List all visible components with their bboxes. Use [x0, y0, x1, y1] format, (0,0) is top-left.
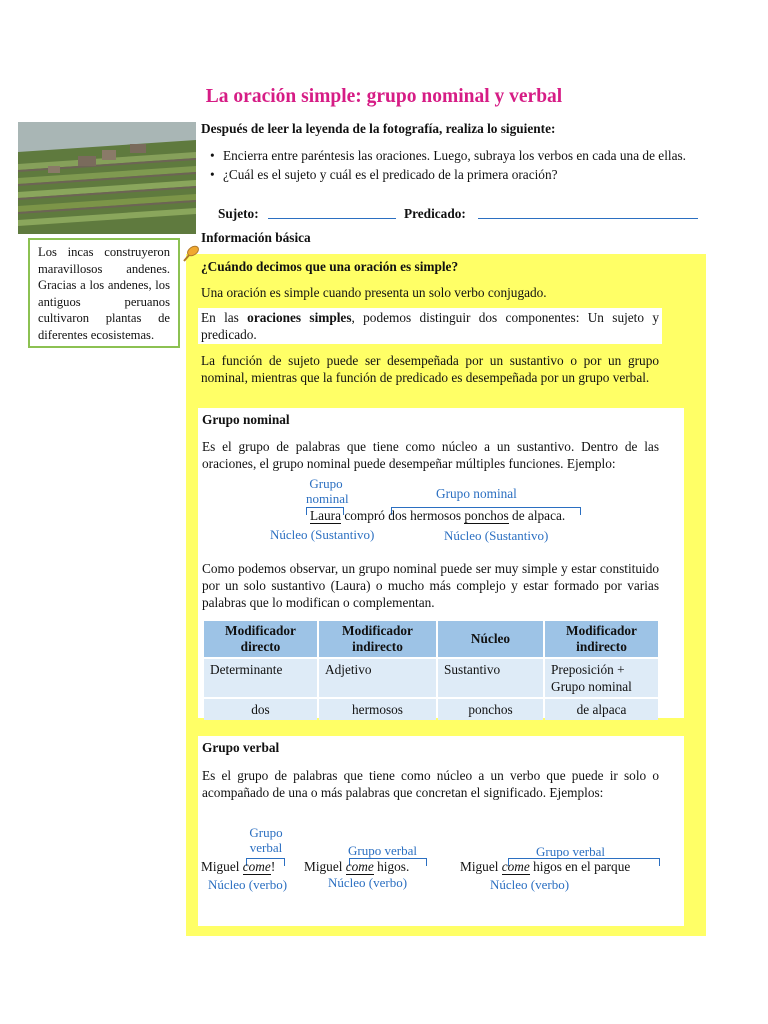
bullet-icon: •	[210, 167, 215, 182]
grupo-verbal-label: Grupo verbal	[249, 825, 283, 855]
sujeto-answer-line[interactable]	[268, 218, 396, 219]
bullet-icon: •	[210, 148, 215, 163]
table-row: dos hermosos ponchos de alpaca	[204, 699, 658, 720]
bullet-text: Encierra entre paréntesis las oraciones. Luego, subraya los verbos en cada una de ellas.	[223, 148, 686, 163]
info-question: ¿Cuándo decimos que una oración es simple?	[201, 259, 459, 274]
info-paragraph: Una oración es simple cuando presenta un solo verbo conjugado.	[201, 285, 547, 300]
example-sentence: Miguel come higos.	[304, 859, 410, 874]
bullet-text: ¿Cuál es el sujeto y cuál es el predicado de la primera oración?	[223, 167, 558, 182]
page-title: La oración simple: grupo nominal y verbal	[205, 86, 563, 107]
grupo-verbal-section	[198, 736, 684, 926]
table-row: Determinante Adjetivo Sustantivo Preposición + Grupo nominal	[204, 659, 658, 697]
nucleo-label: Núcleo (verbo)	[208, 877, 288, 892]
example-sentence: Laura compró dos hermosos ponchos de alpaca.	[310, 508, 566, 523]
section-heading: Grupo nominal	[202, 412, 290, 427]
predicado-label: Predicado:	[404, 206, 466, 221]
info-paragraph: En las oraciones simples, podemos distinguir dos componentes: Un sujeto y predicado.	[198, 308, 662, 344]
sujeto-label: Sujeto:	[218, 206, 259, 221]
predicado-answer-line[interactable]	[478, 218, 698, 219]
pushpin-icon	[180, 243, 202, 265]
example-sentence: Miguel come!	[201, 859, 276, 874]
info-title: Información básica	[201, 230, 311, 245]
andenes-terraces-photo	[18, 122, 196, 234]
nucleo-label: Núcleo (verbo)	[328, 875, 408, 890]
emphasis: oraciones simples	[247, 310, 352, 325]
grupo-verbal-label: Grupo verbal	[536, 844, 605, 859]
section-paragraph: Como podemos observar, un grupo nominal puede ser muy simple y estar constituido por un solo sustantivo (Laura) o mucho más complejo y estar formado por varias palabras que lo modifican o complementan.	[202, 561, 659, 610]
info-paragraph: La función de sujeto puede ser desempeñada por un sustantivo o por un grupo nominal, mientras que la función de predicado es desempeñada por un grupo verbal.	[201, 353, 659, 385]
section-heading: Grupo verbal	[202, 740, 280, 755]
grupo-nominal-label: Grupo nominal	[306, 476, 349, 506]
list-item	[205, 166, 701, 183]
list-item	[205, 147, 701, 164]
grupo-nominal-label-2: Grupo nominal	[436, 486, 517, 501]
section-paragraph: Es el grupo de palabras que tiene como núcleo a un sustantivo. Dentro de las oraciones, el grupo nominal puede desempeñar múltiples funciones. Ejemplo:	[202, 439, 659, 471]
section-paragraph: Es el grupo de palabras que tiene como núcleo a un verbo que puede ir solo o acompañado de una o más palabras que concretan el significado. Ejemplos:	[202, 768, 659, 800]
instructions-lead: Después de leer la leyenda de la fotografía, realiza lo siguiente:	[201, 121, 556, 136]
nucleo-label: Núcleo (verbo)	[490, 877, 570, 892]
grupo-verbal-label: Grupo verbal	[348, 843, 417, 858]
photo-caption: Los incas construyeron maravillosos andenes. Gracias a los andenes, los antiguos peruanos cultivaron plantas de diferentes ecosistemas.	[28, 238, 180, 348]
grupo-nominal-table	[202, 619, 660, 722]
grupo-nominal-section	[198, 408, 684, 718]
instructions	[201, 120, 701, 185]
example-sentence: Miguel come higos en el parque	[460, 859, 631, 874]
nucleo-label: Núcleo (Sustantivo)	[444, 528, 549, 543]
nucleo-label: Núcleo (Sustantivo)	[270, 527, 375, 542]
table-header-row: Modificador directo Modificador indirecto Núcleo Modificador indirecto	[204, 621, 658, 657]
